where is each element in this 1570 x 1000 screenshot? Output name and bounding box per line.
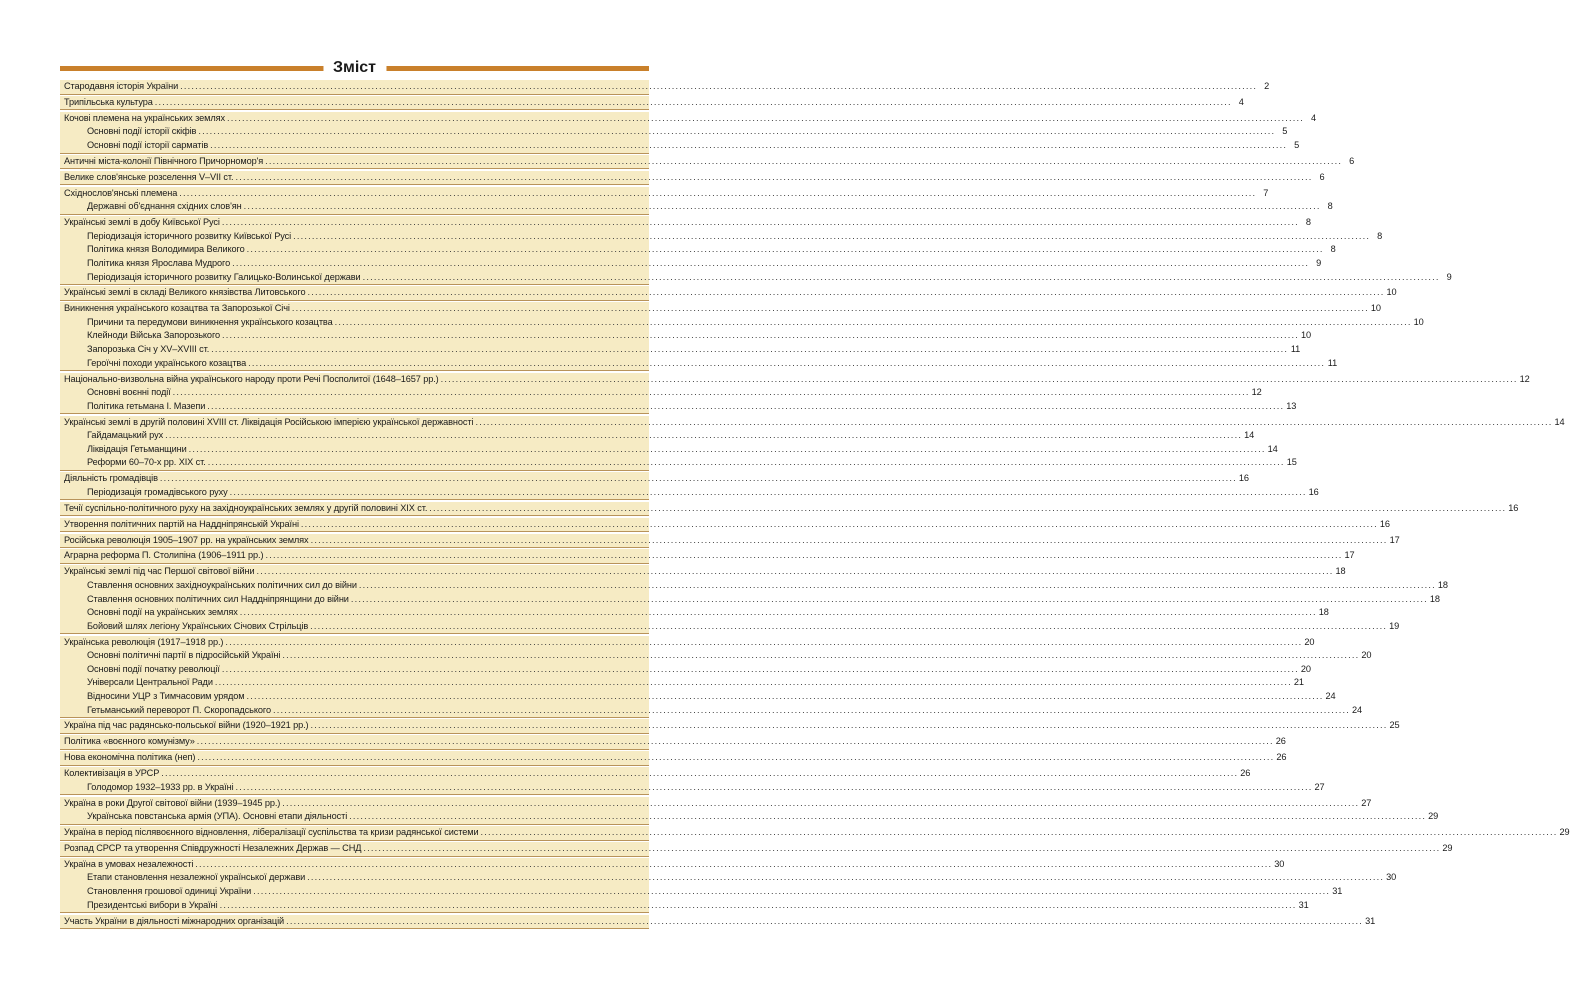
dot-leader [210,139,1287,153]
toc-section [60,915,1376,930]
entry-title: Запорозька Січ у XV–XVIII ст. [87,344,210,355]
page-number: 31 [1332,886,1343,897]
toc-subentry[interactable] [60,429,1255,443]
dot-leader [197,735,1274,749]
toc-entry[interactable] [60,373,1530,387]
page-number: 18 [1318,607,1329,618]
page-number: 10 [1386,287,1397,298]
dot-leader [273,704,1350,718]
entry-title: Політика «воєнного комунізму» [64,736,195,747]
toc-entry[interactable] [60,187,1269,201]
entry-title: Універсали Центральної Ради [87,677,213,688]
page-number: 18 [1429,593,1440,604]
page-number: 5 [1282,126,1288,137]
toc-subentry[interactable] [60,386,1262,400]
page-number: 20 [1304,636,1315,647]
toc-entry[interactable] [60,858,1285,872]
page-number: 30 [1274,858,1285,869]
page-number: 26 [1240,768,1251,779]
page-number: 8 [1327,201,1333,212]
entry-title: Періодизація громадівського руху [87,486,228,497]
page-number: 7 [1263,187,1269,198]
dot-leader [195,858,1272,872]
toc-section [60,302,1424,371]
page-number: 11 [1327,357,1338,368]
page-number: 18 [1437,579,1448,590]
entry-title: Утворення політичних партій на Наддніпрянській Україні [64,518,299,529]
toc-entry[interactable] [60,472,1249,486]
dot-leader [220,899,1297,913]
page-number: 14 [1554,416,1565,427]
toc-subentry[interactable] [60,606,1329,620]
page-number: 4 [1238,96,1244,107]
toc-section [60,767,1325,795]
toc-entry[interactable] [60,797,1372,811]
toc-subentry[interactable] [60,899,1309,913]
dot-leader [198,125,1275,139]
dot-leader [293,230,1370,244]
page-number: 20 [1361,650,1372,661]
entry-title: Ліквідація Гетьманщини [87,443,187,454]
entry-title: Ставлення основних політичних сил Наддніпрянщини до війни [87,593,349,604]
page-number: 21 [1293,677,1304,688]
toc-section [60,751,1287,766]
dot-leader [363,842,1440,856]
entry-title: Відносини УЦР з Тимчасовим урядом [87,690,245,701]
entry-title: Східнослов'янські племена [64,187,178,198]
page-number: 20 [1300,663,1311,674]
entry-title: Гетьманський переворот П. Скоропадського [87,704,271,715]
page-number: 29 [1442,843,1453,853]
page-number: 8 [1305,217,1311,228]
dot-leader [222,216,1299,230]
toc-entry[interactable] [60,735,1286,749]
page-number: 10 [1370,303,1381,314]
entry-title: Українські землі під час Першої світової війни [64,566,255,577]
dot-leader [232,257,1309,271]
page-number: 24 [1351,704,1362,715]
toc-subentry[interactable] [60,871,1397,885]
toc-entry[interactable] [60,502,1519,516]
toc-entry[interactable] [60,216,1311,230]
dot-leader [248,357,1325,371]
page-number: 30 [1386,872,1397,883]
page-number: 15 [1286,457,1297,468]
entry-title: Етапи становлення незалежної української держави [87,872,306,883]
entry-title: Російська революція 1905–1907 рр. на українських землях [64,534,309,545]
entry-title: Розпад СРСР та утворення Співдружності Незалежних Держав — СНД [64,843,362,853]
page-number: 12 [1251,387,1262,398]
toc-subentry[interactable] [60,486,1319,500]
dot-leader [311,534,1388,548]
toc-subentry[interactable] [60,139,1300,153]
dot-leader [155,96,1232,110]
dot-leader [359,579,1436,593]
entry-title: Трипільська культура [64,96,153,107]
dot-leader [235,171,1312,185]
entry-title: Періодизація історичного розвитку Галицько-Волинської держави [87,271,361,282]
entry-title: Виникнення українського козацтва та Запорозької Січі [64,303,290,314]
toc-subentry[interactable] [60,243,1336,257]
entry-title: Гайдамацький рух [87,430,164,441]
entry-title: Основні воєнні події [87,387,171,398]
toc-section [60,565,1448,634]
page-number: 14 [1267,443,1278,454]
dot-leader [180,80,1257,94]
toc-entry[interactable] [60,915,1376,929]
dot-leader [282,797,1359,811]
toc-section [60,549,1355,564]
toc-section [60,842,1453,857]
page-number: 13 [1286,400,1297,411]
dot-leader [222,663,1299,677]
page-number: 2 [1264,81,1270,91]
dot-leader [207,400,1284,414]
entry-title: Клейноди Війська Запорозького [87,330,220,341]
dot-leader [253,885,1330,899]
page-number: 5 [1294,139,1300,150]
toc-subentry[interactable] [60,663,1311,677]
toc-entry[interactable] [60,302,1381,316]
dot-leader [363,271,1440,285]
entry-title: Бойовий шлях легіону Українських Січових Стрільців [87,620,309,631]
entry-title: Державні об'єднання східних слов'ян [87,201,242,212]
dot-leader [179,187,1256,201]
toc-subentry[interactable] [60,649,1372,663]
dot-leader [240,606,1317,620]
entry-title: Основні події історії сарматів [87,139,209,150]
toc-subentry[interactable] [60,200,1333,214]
page-number: 12 [1519,373,1530,384]
dot-leader [429,502,1506,516]
entry-title: Нова економічна політика (неп) [64,752,196,763]
dot-leader [208,456,1285,470]
page-number: 10 [1413,316,1424,327]
toc-section [60,719,1400,734]
toc-entry[interactable] [60,171,1325,185]
page-number: 17 [1389,534,1400,545]
toc-subentry[interactable] [60,620,1400,634]
entry-title: Колективізація в УРСР [64,768,160,779]
dot-leader [173,386,1250,400]
dot-leader [307,286,1384,300]
toc-entry[interactable] [60,719,1400,733]
page-number: 17 [1344,550,1355,561]
entry-title: Аграрна реформа П. Столипіна (1906–1911 рр.) [64,550,264,561]
entry-title: Україна в роки Другої світової війни (1939–1945 рр.) [64,797,281,808]
toc-subentry[interactable] [60,257,1322,271]
entry-title: Велике слов'янське розселення V–VII ст. [64,171,234,182]
dot-leader [165,429,1242,443]
dot-leader [236,781,1313,795]
page-number: 16 [1379,518,1390,529]
page-number: 10 [1301,330,1312,341]
toc-section [60,187,1333,215]
page-number: 6 [1349,155,1355,166]
page-number: 8 [1377,230,1383,241]
toc-header [60,58,649,78]
toc-section [60,373,1530,415]
toc-subentry[interactable] [60,271,1452,285]
toc-section [60,216,1452,285]
entry-title: Українські землі в складі Великого князівства Литовського [64,287,306,298]
table-of-contents [60,80,1570,930]
page-title: Зміст [323,58,386,78]
toc-entry[interactable] [60,826,1570,840]
dot-leader [282,649,1359,663]
toc-subentry[interactable] [60,316,1424,330]
entry-title: Президентські вибори в Україні [87,899,218,910]
entry-title: Українська повстанська армія (УПА). Основні етапи діяльності [87,811,348,822]
dot-leader [246,690,1323,704]
toc-section [60,636,1372,719]
toc-subentry[interactable] [60,125,1288,139]
entry-title: Основні події історії скіфів [87,126,197,137]
toc-section [60,797,1439,825]
toc-subentry[interactable] [60,593,1440,607]
toc-entry[interactable] [60,96,1244,110]
entry-title: Політика гетьмана І. Мазепи [87,400,206,411]
dot-leader [160,472,1237,486]
toc-subentry[interactable] [60,690,1336,704]
page-number: 8 [1330,244,1336,255]
dot-leader [310,620,1387,634]
dot-leader [351,593,1428,607]
toc-section [60,502,1519,517]
toc-entry[interactable] [60,155,1355,169]
page-number: 31 [1298,899,1309,910]
page-number: 11 [1290,344,1301,355]
page-number: 27 [1314,781,1325,792]
dot-leader [265,155,1342,169]
page-number: 16 [1508,502,1519,513]
toc-entry[interactable] [60,286,1397,300]
page-number: 14 [1244,430,1255,441]
page-number: 18 [1335,566,1346,577]
entry-title: Основні події на українських землях [87,607,238,618]
dot-leader [257,565,1334,579]
entry-title: Діяльність громадівців [64,473,158,484]
dot-leader [227,112,1304,126]
entry-title: Ставлення основних західноукраїнських політичних сил до війни [87,579,357,590]
toc-entry[interactable] [60,636,1315,650]
toc-entry[interactable] [60,112,1316,126]
toc-subentry[interactable] [60,810,1439,824]
page-number: 29 [1428,811,1439,822]
toc-section [60,286,1397,301]
dot-leader [244,200,1321,214]
toc-subentry[interactable] [60,329,1312,343]
entry-title: Українська революція (1917–1918 рр.) [64,636,224,647]
toc-section [60,80,1270,95]
page-number: 27 [1361,797,1372,808]
toc-section [60,171,1325,186]
dot-leader [292,302,1369,316]
entry-title: Становлення грошової одиниці України [87,886,252,897]
page-number: 16 [1308,486,1319,497]
toc-entry[interactable] [60,767,1251,781]
toc-subentry[interactable] [60,343,1301,357]
toc-entry[interactable] [60,751,1287,765]
toc-entry[interactable] [60,534,1400,548]
dot-leader [161,767,1238,781]
toc-subentry[interactable] [60,456,1297,470]
entry-title: Періодизація історичного розвитку Київської Русі [87,230,292,241]
toc-subentry[interactable] [60,676,1304,690]
dot-leader [307,871,1384,885]
dot-leader [286,915,1363,929]
toc-section [60,416,1565,471]
entry-title: Основні події початку революції [87,663,220,674]
entry-title: Причини та передумови виникнення українського козацтва [87,316,333,327]
toc-section [60,735,1286,750]
page-number: 31 [1365,915,1376,926]
dot-leader [230,486,1307,500]
entry-title: Стародавня історія України [64,81,179,91]
entry-title: Україна під час радянсько-польської війни (1920–1921 рр.) [64,720,309,731]
dot-leader [301,518,1378,532]
dot-leader [215,676,1292,690]
entry-title: Основні політичні партії в підросійській Україні [87,650,281,661]
page-number: 19 [1389,620,1400,631]
dot-leader [311,719,1388,733]
entry-title: Героїчні походи українського козацтва [87,357,247,368]
page-number: 29 [1559,827,1570,838]
dot-leader [197,751,1274,765]
toc-entry[interactable] [60,842,1453,856]
entry-title: Україна в період післявоєнного відновлення, лібералізації суспільства та кризи радянської системи [64,827,479,838]
toc-subentry[interactable] [60,781,1325,795]
entry-title: Участь України в діяльності міжнародних організацій [64,915,285,926]
dot-leader [222,329,1299,343]
page-number: 6 [1319,171,1325,182]
dot-leader [211,343,1288,357]
toc-section [60,112,1316,154]
toc-section [60,96,1244,111]
toc-section [60,858,1397,913]
entry-title: Українські землі в другій половині XVIII ст. Ліквідація Російською імперією української державності [64,416,474,427]
toc-entry[interactable] [60,565,1346,579]
toc-section [60,472,1319,500]
entry-title: Політика князя Ярослава Мудрого [87,257,231,268]
dot-leader [247,243,1324,257]
entry-title: Течії суспільно-політичного руху на західноукраїнських землях у другій половині XIX ст. [64,502,428,513]
entry-title: Національно-визвольна війна українського народу проти Речі Посполитої (1648–1657 рр.) [64,373,439,384]
page-number: 9 [1446,271,1452,282]
entry-title: Античні міста-колонії Північного Причорномор'я [64,155,264,166]
dot-leader [225,636,1302,650]
page-number: 25 [1389,720,1400,731]
dot-leader [441,373,1518,387]
dot-leader [349,810,1426,824]
dot-leader [475,416,1552,430]
toc-section [60,534,1400,549]
dot-leader [189,443,1266,457]
toc-subentry[interactable] [60,400,1297,414]
dot-leader [335,316,1412,330]
dot-leader [481,826,1558,840]
page-number: 4 [1310,112,1316,123]
entry-title: Українські землі в добу Київської Русі [64,217,220,228]
page-number: 16 [1238,473,1249,484]
page-number: 9 [1316,257,1322,268]
toc-subentry[interactable] [60,230,1383,244]
page-number: 26 [1276,752,1287,763]
entry-title: Реформи 60–70-х рр. XIX ст. [87,457,206,468]
entry-title: Кочові племена на українських землях [64,112,225,123]
toc-entry[interactable] [60,416,1565,430]
toc-subentry[interactable] [60,357,1338,371]
toc-subentry[interactable] [60,885,1343,899]
entry-title: Політика князя Володимира Великого [87,244,245,255]
toc-section [60,826,1570,841]
toc-subentry[interactable] [60,443,1278,457]
toc-section [60,155,1355,170]
toc-section [60,518,1390,533]
toc-entry[interactable] [60,80,1270,94]
toc-entry[interactable] [60,549,1355,563]
page-number: 24 [1325,690,1336,701]
toc-entry[interactable] [60,518,1390,532]
entry-title: Україна в умовах незалежності [64,858,194,869]
entry-title: Голодомор 1932–1933 рр. в Україні [87,781,234,792]
dot-leader [265,549,1342,563]
toc-subentry[interactable] [60,579,1448,593]
toc-subentry[interactable] [60,704,1362,718]
page-number: 26 [1275,736,1286,747]
